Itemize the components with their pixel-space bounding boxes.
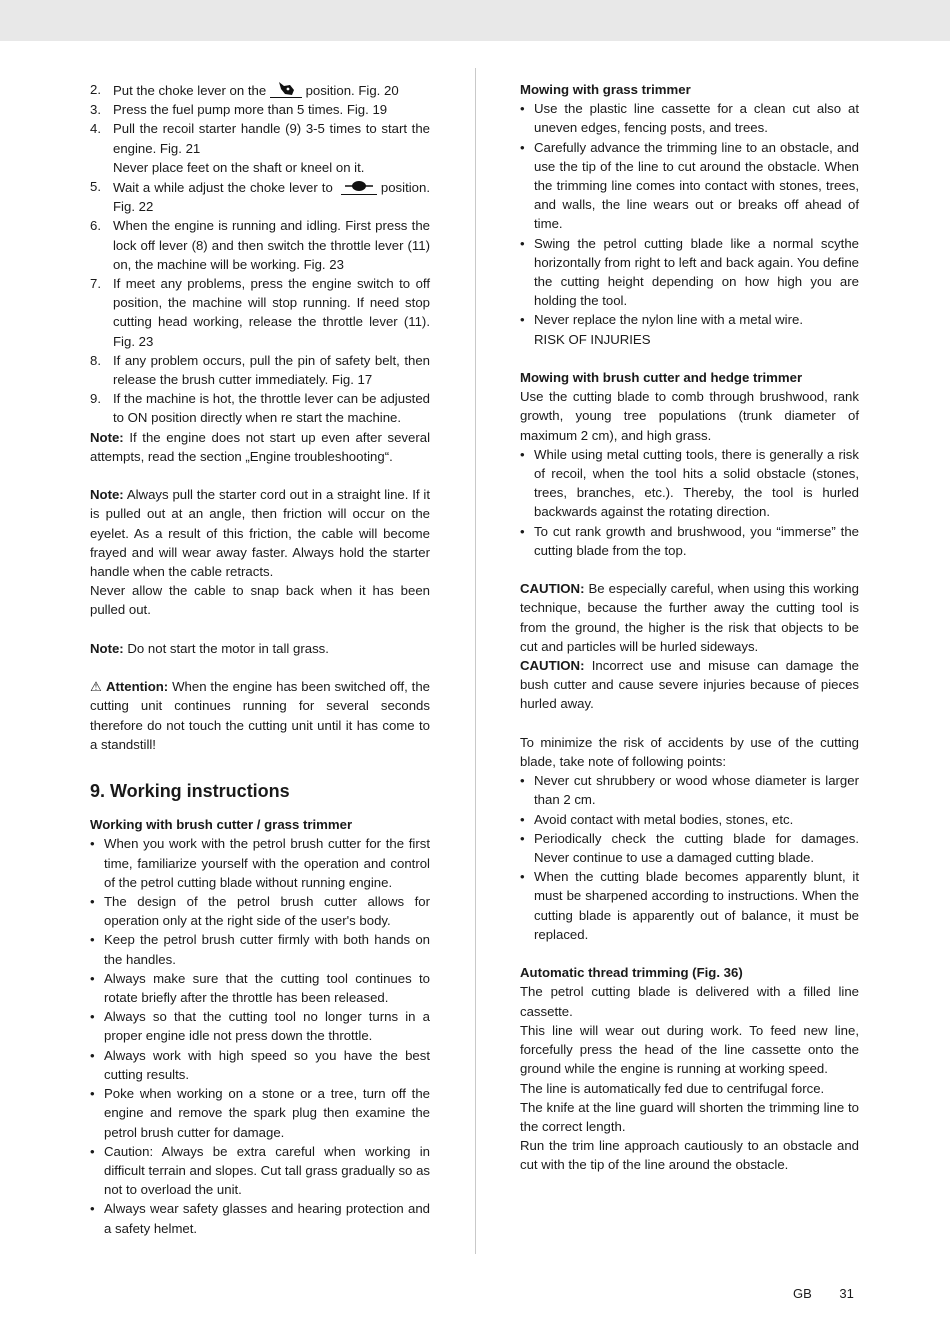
step-text: When the engine is running and idling. First press the lock off lever (8) and then switch the throttle lever (11) on, the machine will be working. Fig. 23: [113, 218, 430, 272]
bullet-text: Never cut shrubbery or wood whose diameter is larger than 2 cm.: [534, 773, 859, 808]
step-text: If any problem occurs, pull the pin of safety belt, then release the brush cutter immediately. Fig. 17: [113, 352, 430, 388]
list-item: • Use the plastic line cassette for a clean cut also at uneven edges, fencing posts, and trees.: [520, 101, 859, 136]
choke-closed-icon: [270, 80, 302, 98]
caution-paragraph: [520, 656, 859, 714]
list-item: • When the cutting blade becomes apparently blunt, it must be sharpened according to instructions. When the cutting blade is apparently out of balance, it must be replaced.: [520, 869, 859, 942]
auto-paragraph: The line is automatically fed due to centrifugal force.: [520, 1080, 825, 1096]
page-number: 31: [839, 1286, 854, 1301]
list-item: [90, 100, 430, 119]
step-text: If meet any problems, press the engine switch to off position, the machine will stop running. If need stop cutting head working, release the throttle lever (11). Fig. 23: [113, 276, 430, 349]
list-item: • The design of the petrol brush cutter allows for operation only at the right side of the user's body.: [90, 894, 430, 929]
bullet-text: Avoid contact with metal bodies, stones, etc.: [534, 811, 794, 827]
bullet-text: To cut rank growth and brushwood, you “immerse” the cutting blade from the top.: [534, 523, 859, 558]
language-code: GB: [793, 1286, 812, 1301]
note-label: Note:: [90, 487, 124, 503]
note-cable-snap: Never allow the cable to snap back when it has been pulled out.: [90, 583, 430, 618]
auto-paragraph: The knife at the line guard will shorten the trimming line to the correct length.: [520, 1099, 859, 1134]
bullet-text: When you work with the petrol brush cutter for the first time, familiarize yourself with the operation and control of the petrol cutting blade without running engine.: [104, 836, 430, 890]
note-text: Always pull the starter cord out in a straight line. If it is pulled out at an angle, then friction will occur on the eyelet. As a result of this friction, the cable will become frayed and will wear away faster. Always hold the starter handle when the cable retracts.: [90, 487, 430, 580]
mowing-brush-bullets: [520, 445, 859, 560]
subheading-working: Working with brush cutter / grass trimmer: [90, 817, 353, 833]
list-item: • To cut rank growth and brushwood, you “immerse” the cutting blade from the top.: [520, 523, 859, 558]
header-bar: [0, 0, 950, 41]
list-item: [90, 80, 430, 100]
bullet-text: Keep the petrol brush cutter firmly with both hands on the handles.: [104, 932, 430, 967]
bullet-text: Use the plastic line cassette for a clean cut also at uneven edges, fencing posts, and trees.: [534, 101, 859, 136]
bullet-text: Always make sure that the cutting tool continues to rotate briefly after the throttle has been released.: [104, 970, 430, 1006]
bullet-text: Always wear safety glasses and hearing protection and a safety helmet.: [104, 1201, 430, 1236]
caution-label: CAUTION:: [520, 581, 585, 597]
minimize-intro: To minimize the risk of accidents by use of the cutting blade, take note of following points:: [520, 734, 859, 770]
bullet-text: Carefully advance the trimming line to an obstacle, and use the tip of the line to cut around the obstacle. When the trimming line comes into contact with stones, trees, and walls, the line wears out or breaks off ahead of time.: [534, 139, 859, 232]
mowing-grass-bullets: [520, 99, 859, 349]
bullet-text: Periodically check the cutting blade for damages. Never continue to use a damaged cutting blade.: [534, 830, 859, 866]
left-column: [90, 80, 430, 1238]
list-item: [90, 351, 430, 389]
note-tall-grass: [90, 639, 430, 658]
list-item: • When you work with the petrol brush cutter for the first time, familiarize yourself with the operation and control of the petrol cutting blade without running engine.: [90, 836, 430, 890]
list-item: • While using metal cutting tools, there is generally a risk of recoil, when the tool hits a solid obstacle (stones, trees, branches, etc.). Thereby, the tool is hurled backwards against the rotating direction.: [520, 446, 859, 520]
list-item: [90, 216, 430, 274]
list-item: • Never replace the nylon line with a metal wire. RISK OF INJURIES: [520, 312, 804, 347]
list-item: [90, 119, 430, 177]
bullet-text: Poke when working on a stone or a tree, turn off the engine and remove the spark plug then examine the petrol brush cutter for damage.: [104, 1086, 430, 1140]
bullet-text: The design of the petrol brush cutter allows for operation only at the right side of the user's body.: [104, 894, 430, 929]
attention-label: Attention:: [105, 679, 169, 695]
minimize-bullets: [520, 771, 859, 944]
list-item: • Always make sure that the cutting tool continues to rotate briefly after the throttle has been released.: [90, 970, 430, 1006]
step-text: Pull the recoil starter handle (9) 3-5 times to start the engine. Fig. 21: [113, 121, 430, 156]
step-number: 5.: [90, 179, 101, 195]
working-bullets-list: [90, 834, 430, 1237]
step-number: 7.: [90, 276, 101, 292]
step-number: 4.: [90, 121, 101, 137]
auto-paragraph: The petrol cutting blade is delivered with a filled line cassette.: [520, 984, 859, 1019]
auto-paragraph: This line will wear out during work. To feed new line, forcefully press the head of the line cassette onto the ground while the engine is running at working speed.: [520, 1022, 859, 1077]
column-divider: [475, 68, 476, 1254]
list-item: • Poke when working on a stone or a tree, turn off the engine and remove the spark plug then examine the petrol brush cutter for damage.: [90, 1086, 430, 1140]
start-steps-list: [90, 80, 430, 428]
list-item: [90, 274, 430, 351]
bullet-text: While using metal cutting tools, there is generally a risk of recoil, when the tool hits a solid obstacle (stones, trees, branches, etc.). Thereby, the tool is hurled backwards against the rotating direction.: [534, 446, 859, 520]
list-item: • Never cut shrubbery or wood whose diameter is larger than 2 cm.: [520, 773, 859, 808]
subheading-mowing-brush: Mowing with brush cutter and hedge trimmer: [520, 370, 803, 386]
bullet-text: When the cutting blade becomes apparently blunt, it must be sharpened according to instructions. When the cutting blade is apparently out of balance, it must be replaced.: [534, 869, 859, 942]
step-number: 2.: [90, 82, 101, 97]
list-item: • Always wear safety glasses and hearing protection and a safety helmet.: [90, 1201, 430, 1236]
step-extra-text: Never place feet on the shaft or kneel on it.: [113, 159, 365, 175]
caution-text: Incorrect use and misuse can damage the bush cutter and cause severe injuries because of pieces hurled away.: [520, 658, 859, 712]
page-footer: [793, 1284, 854, 1303]
step-text: If the machine is hot, the throttle lever can be adjusted to ON position directly when re start the machine.: [113, 391, 430, 426]
note-text: Do not start the motor in tall grass.: [127, 640, 329, 656]
risk-text: RISK OF INJURIES: [534, 331, 651, 347]
list-item: • Avoid contact with metal bodies, stones, etc.: [520, 811, 794, 827]
list-item: • Periodically check the cutting blade for damages. Never continue to use a damaged cutting blade.: [520, 830, 859, 866]
caution-text: Be especially careful, when using this working technique, because the further away the cutting tool is from the ground, the higher is the risk that objects to be cut and particles will be hurled sideways.: [520, 581, 859, 654]
bullet-text: Always so that the cutting tool no longer turns in a proper engine idle not press down the throttle.: [104, 1009, 430, 1044]
list-item: • Keep the petrol brush cutter firmly with both hands on the handles.: [90, 932, 430, 967]
note-engine-start: [90, 428, 430, 466]
bullet-text: Swing the petrol cutting blade like a normal scythe horizontally from right to left and back again. You define the cutting height depending on how high you are holding the tool.: [534, 235, 859, 309]
step-text: Press the fuel pump more than 5 times. Fig. 19: [113, 102, 388, 118]
note-text: If the engine does not start up even after several attempts, read the section „Engine troubleshooting“.: [90, 429, 430, 464]
step-text: Put the choke lever on the: [113, 83, 267, 98]
step-number: 6.: [90, 218, 101, 234]
note-label: Note:: [90, 429, 124, 445]
step-text: position. Fig. 20: [305, 83, 399, 98]
warning-triangle-icon: ⚠: [90, 679, 103, 695]
list-item: • Always so that the cutting tool no longer turns in a proper engine idle not press down the throttle.: [90, 1009, 430, 1044]
list-item: • Swing the petrol cutting blade like a normal scythe horizontally from right to left and back again. You define the cutting height depending on how high you are holding the tool.: [520, 235, 859, 309]
auto-paragraph: Run the trim line approach cautiously to an obstacle and cut with the tip of the line around the obstacle.: [520, 1138, 859, 1173]
note-starter-cord: [90, 485, 430, 581]
step-number: 8.: [90, 352, 101, 368]
list-item: [90, 389, 430, 427]
note-label: Note:: [90, 640, 124, 656]
list-item: • Always work with high speed so you have the best cutting results.: [90, 1047, 430, 1082]
choke-open-icon: [341, 177, 377, 195]
step-text: position. Fig. 22: [113, 180, 431, 215]
subheading-auto-trimming: Automatic thread trimming (Fig. 36): [520, 965, 743, 981]
subheading-mowing-grass: Mowing with grass trimmer: [520, 82, 691, 97]
attention-paragraph: [90, 677, 430, 754]
step-text: Wait a while adjust the choke lever to: [113, 180, 333, 196]
caution-label: CAUTION:: [520, 658, 585, 674]
attention-text: When the engine has been switched off, the cutting unit continues running for several seconds therefore do not touch the cutting unit until it has come to a standstill!: [90, 679, 430, 752]
bullet-text: Caution: Always be extra careful when working in difficult terrain and slopes. Cut tall grass gradually so as not to overload the unit.: [104, 1143, 430, 1198]
section-title: 9. Working instructions: [90, 781, 290, 802]
step-number: 9.: [90, 391, 101, 407]
right-column: [520, 80, 859, 1175]
list-item: • Caution: Always be extra careful when working in difficult terrain and slopes. Cut tall grass gradually so as not to overload the unit.: [90, 1143, 430, 1198]
list-item: [90, 177, 430, 216]
caution-paragraph: [520, 579, 859, 656]
bullet-text: Always work with high speed so you have the best cutting results.: [104, 1047, 430, 1082]
bullet-text: Never replace the nylon line with a metal wire.: [534, 312, 804, 328]
list-item: • Carefully advance the trimming line to an obstacle, and use the tip of the line to cut around the obstacle. When the trimming line comes into contact with stones, trees, and walls, the line wears out or breaks off ahead of time.: [520, 139, 859, 232]
step-number: 3.: [90, 102, 101, 118]
mowing-brush-intro: Use the cutting blade to comb through brushwood, rank growth, young tree populations (trunk diameter of maximum 2 cm), and high grass.: [520, 389, 859, 443]
